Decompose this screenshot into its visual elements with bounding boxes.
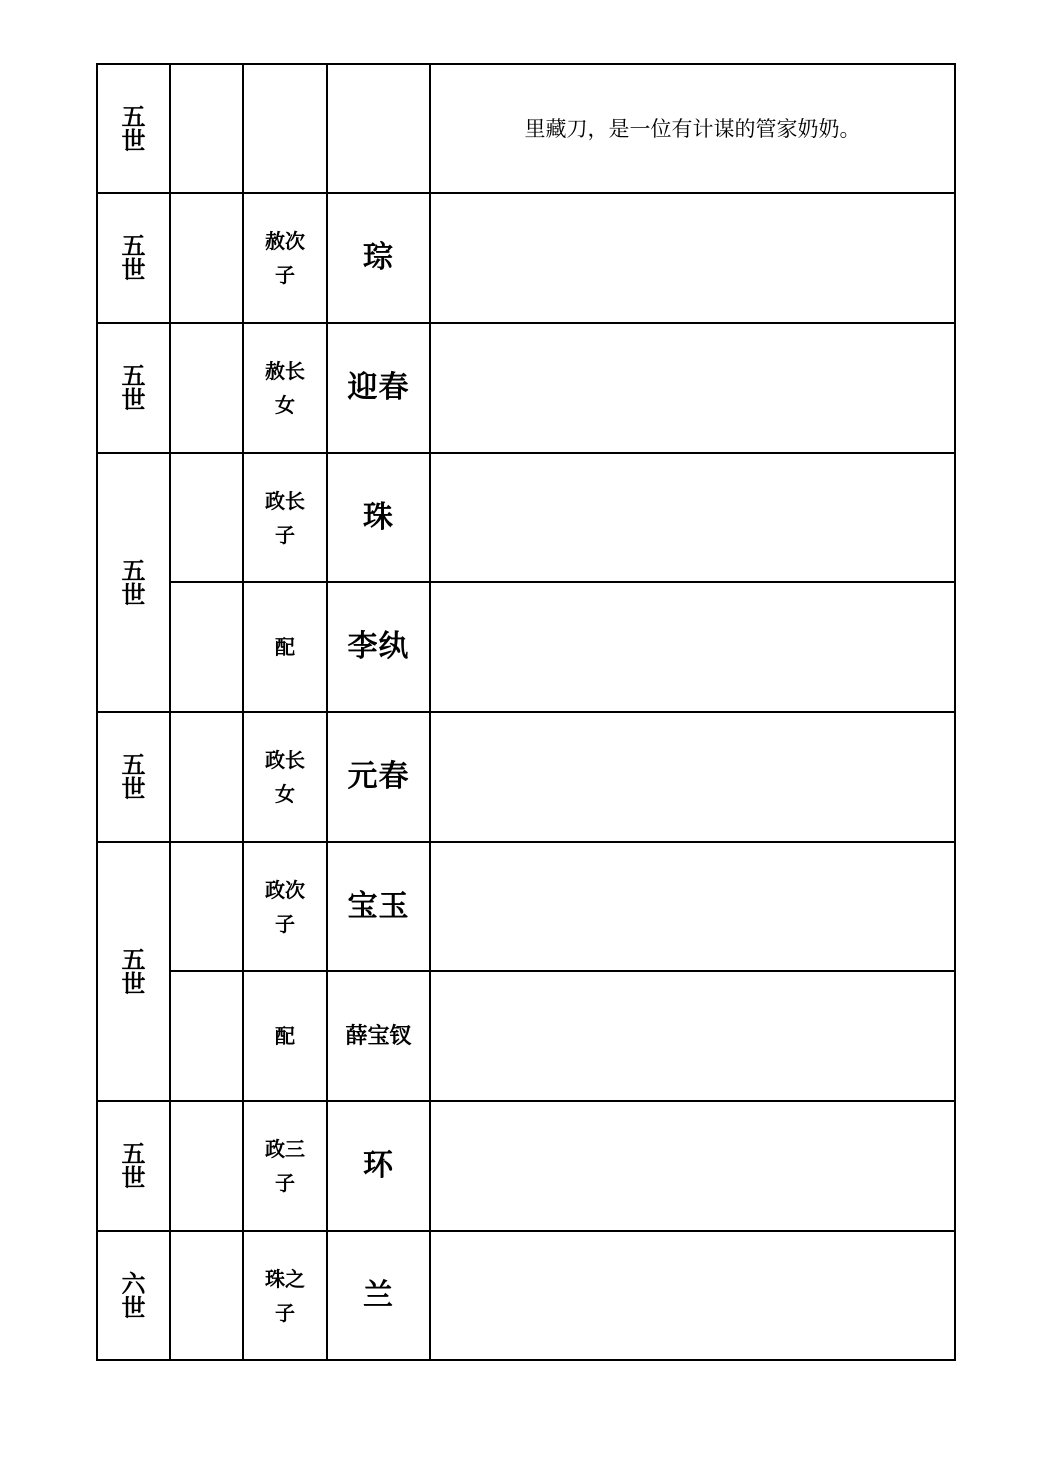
name-cell: 宝玉 — [327, 842, 430, 971]
name-cell: 兰 — [327, 1231, 430, 1360]
generation-cell: 五世 — [97, 1101, 170, 1231]
blank-cell — [170, 453, 243, 582]
generation-cell: 五世 — [97, 323, 170, 453]
name-cell: 环 — [327, 1101, 430, 1231]
generation-cell: 五世 — [97, 453, 170, 712]
table-row — [97, 64, 955, 193]
blank-cell — [170, 323, 243, 453]
table-row — [97, 193, 955, 323]
note-cell — [430, 1101, 955, 1231]
note-cell — [430, 453, 955, 582]
blank-cell — [170, 1231, 243, 1360]
note-cell — [430, 712, 955, 842]
generation-cell: 五世 — [97, 64, 170, 193]
blank-cell — [170, 712, 243, 842]
relation-cell — [243, 64, 327, 193]
relation-cell: 珠之子 — [243, 1231, 327, 1360]
generation-cell: 五世 — [97, 842, 170, 1101]
name-cell: 琮 — [327, 193, 430, 323]
relation-cell: 政次子 — [243, 842, 327, 971]
note-cell — [430, 582, 955, 712]
relation-cell: 配 — [243, 582, 327, 712]
name-cell: 薛宝钗 — [327, 971, 430, 1101]
note-cell — [430, 971, 955, 1101]
name-cell — [327, 64, 430, 193]
relation-cell: 赦次子 — [243, 193, 327, 323]
blank-cell — [170, 64, 243, 193]
relation-cell: 政三子 — [243, 1101, 327, 1231]
table-row — [97, 453, 955, 582]
relation-cell: 政长女 — [243, 712, 327, 842]
blank-cell — [170, 193, 243, 323]
note-cell — [430, 323, 955, 453]
table-row — [97, 323, 955, 453]
name-cell: 迎春 — [327, 323, 430, 453]
name-cell: 元春 — [327, 712, 430, 842]
table-row — [97, 1101, 955, 1231]
generation-cell: 五世 — [97, 712, 170, 842]
blank-cell — [170, 971, 243, 1101]
note-cell — [430, 842, 955, 971]
note-cell — [430, 193, 955, 323]
blank-cell — [170, 582, 243, 712]
relation-cell: 政长子 — [243, 453, 327, 582]
table-row — [97, 1231, 955, 1360]
note-cell — [430, 1231, 955, 1360]
name-cell: 李纨 — [327, 582, 430, 712]
note-cell: 里藏刀，是一位有计谋的管家奶奶。 — [430, 64, 955, 193]
name-cell: 珠 — [327, 453, 430, 582]
relation-cell: 配 — [243, 971, 327, 1101]
genealogy-table — [96, 63, 956, 1361]
table-row — [97, 582, 955, 712]
table-row — [97, 712, 955, 842]
relation-cell: 赦长女 — [243, 323, 327, 453]
generation-cell: 六世 — [97, 1231, 170, 1360]
blank-cell — [170, 842, 243, 971]
blank-cell — [170, 1101, 243, 1231]
table-row — [97, 971, 955, 1101]
table-row — [97, 842, 955, 971]
generation-cell: 五世 — [97, 193, 170, 323]
